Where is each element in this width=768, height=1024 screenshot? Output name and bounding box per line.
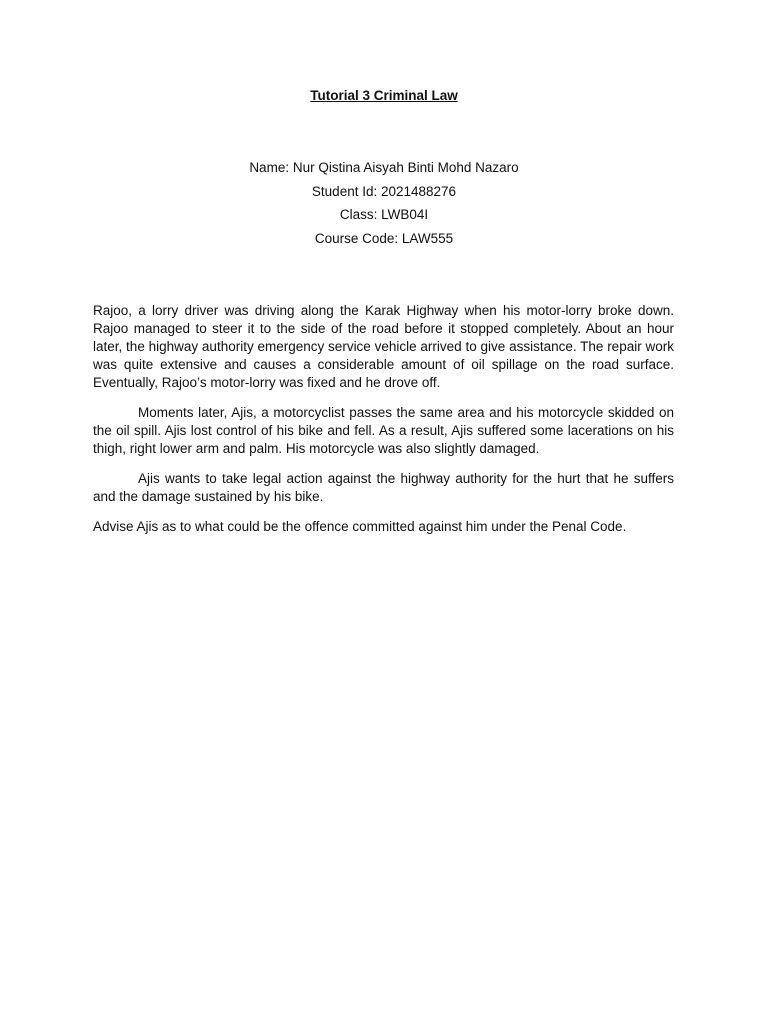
class-code: Class: LWB04I	[339, 207, 429, 222]
document-title: Tutorial 3 Criminal Law	[310, 88, 458, 103]
student-id: Student Id: 2021488276	[311, 183, 457, 199]
document-body	[93, 302, 674, 548]
paragraph-legal-action: Ajis wants to take legal action against the highway authority for the hurt that he suffers and the damage sustained by his bike.	[93, 471, 674, 504]
student-name: Name: Nur Qistina Aisyah Binti Mohd Nazaro	[249, 160, 519, 175]
paragraph-facts: Rajoo, a lorry driver was driving along the Karak Highway when his motor-lorry broke down. Rajoo managed to steer it to the side of the road before it stopped completely. About an hour later, the highway authority emergency service vehicle arrived to give assistance. The repair work was quite extensive and causes a considerable amount of oil spillage on the road surface. Eventually, Rajoo’s motor-lorry was fixed and he drove off.	[93, 303, 674, 390]
student-info-block	[0, 156, 768, 250]
course-code: Course Code: LAW555	[314, 230, 454, 246]
paragraph-accident: Moments later, Ajis, a motorcyclist passes the same area and his motorcycle skidded on the oil spill. Ajis lost control of his bike and fell. As a result, Ajis suffered some lacerations on his thigh, right lower arm and palm. His motorcycle was also slightly damaged.	[93, 405, 674, 456]
paragraph-question: Advise Ajis as to what could be the offence committed against him under the Penal Code.	[93, 519, 627, 534]
